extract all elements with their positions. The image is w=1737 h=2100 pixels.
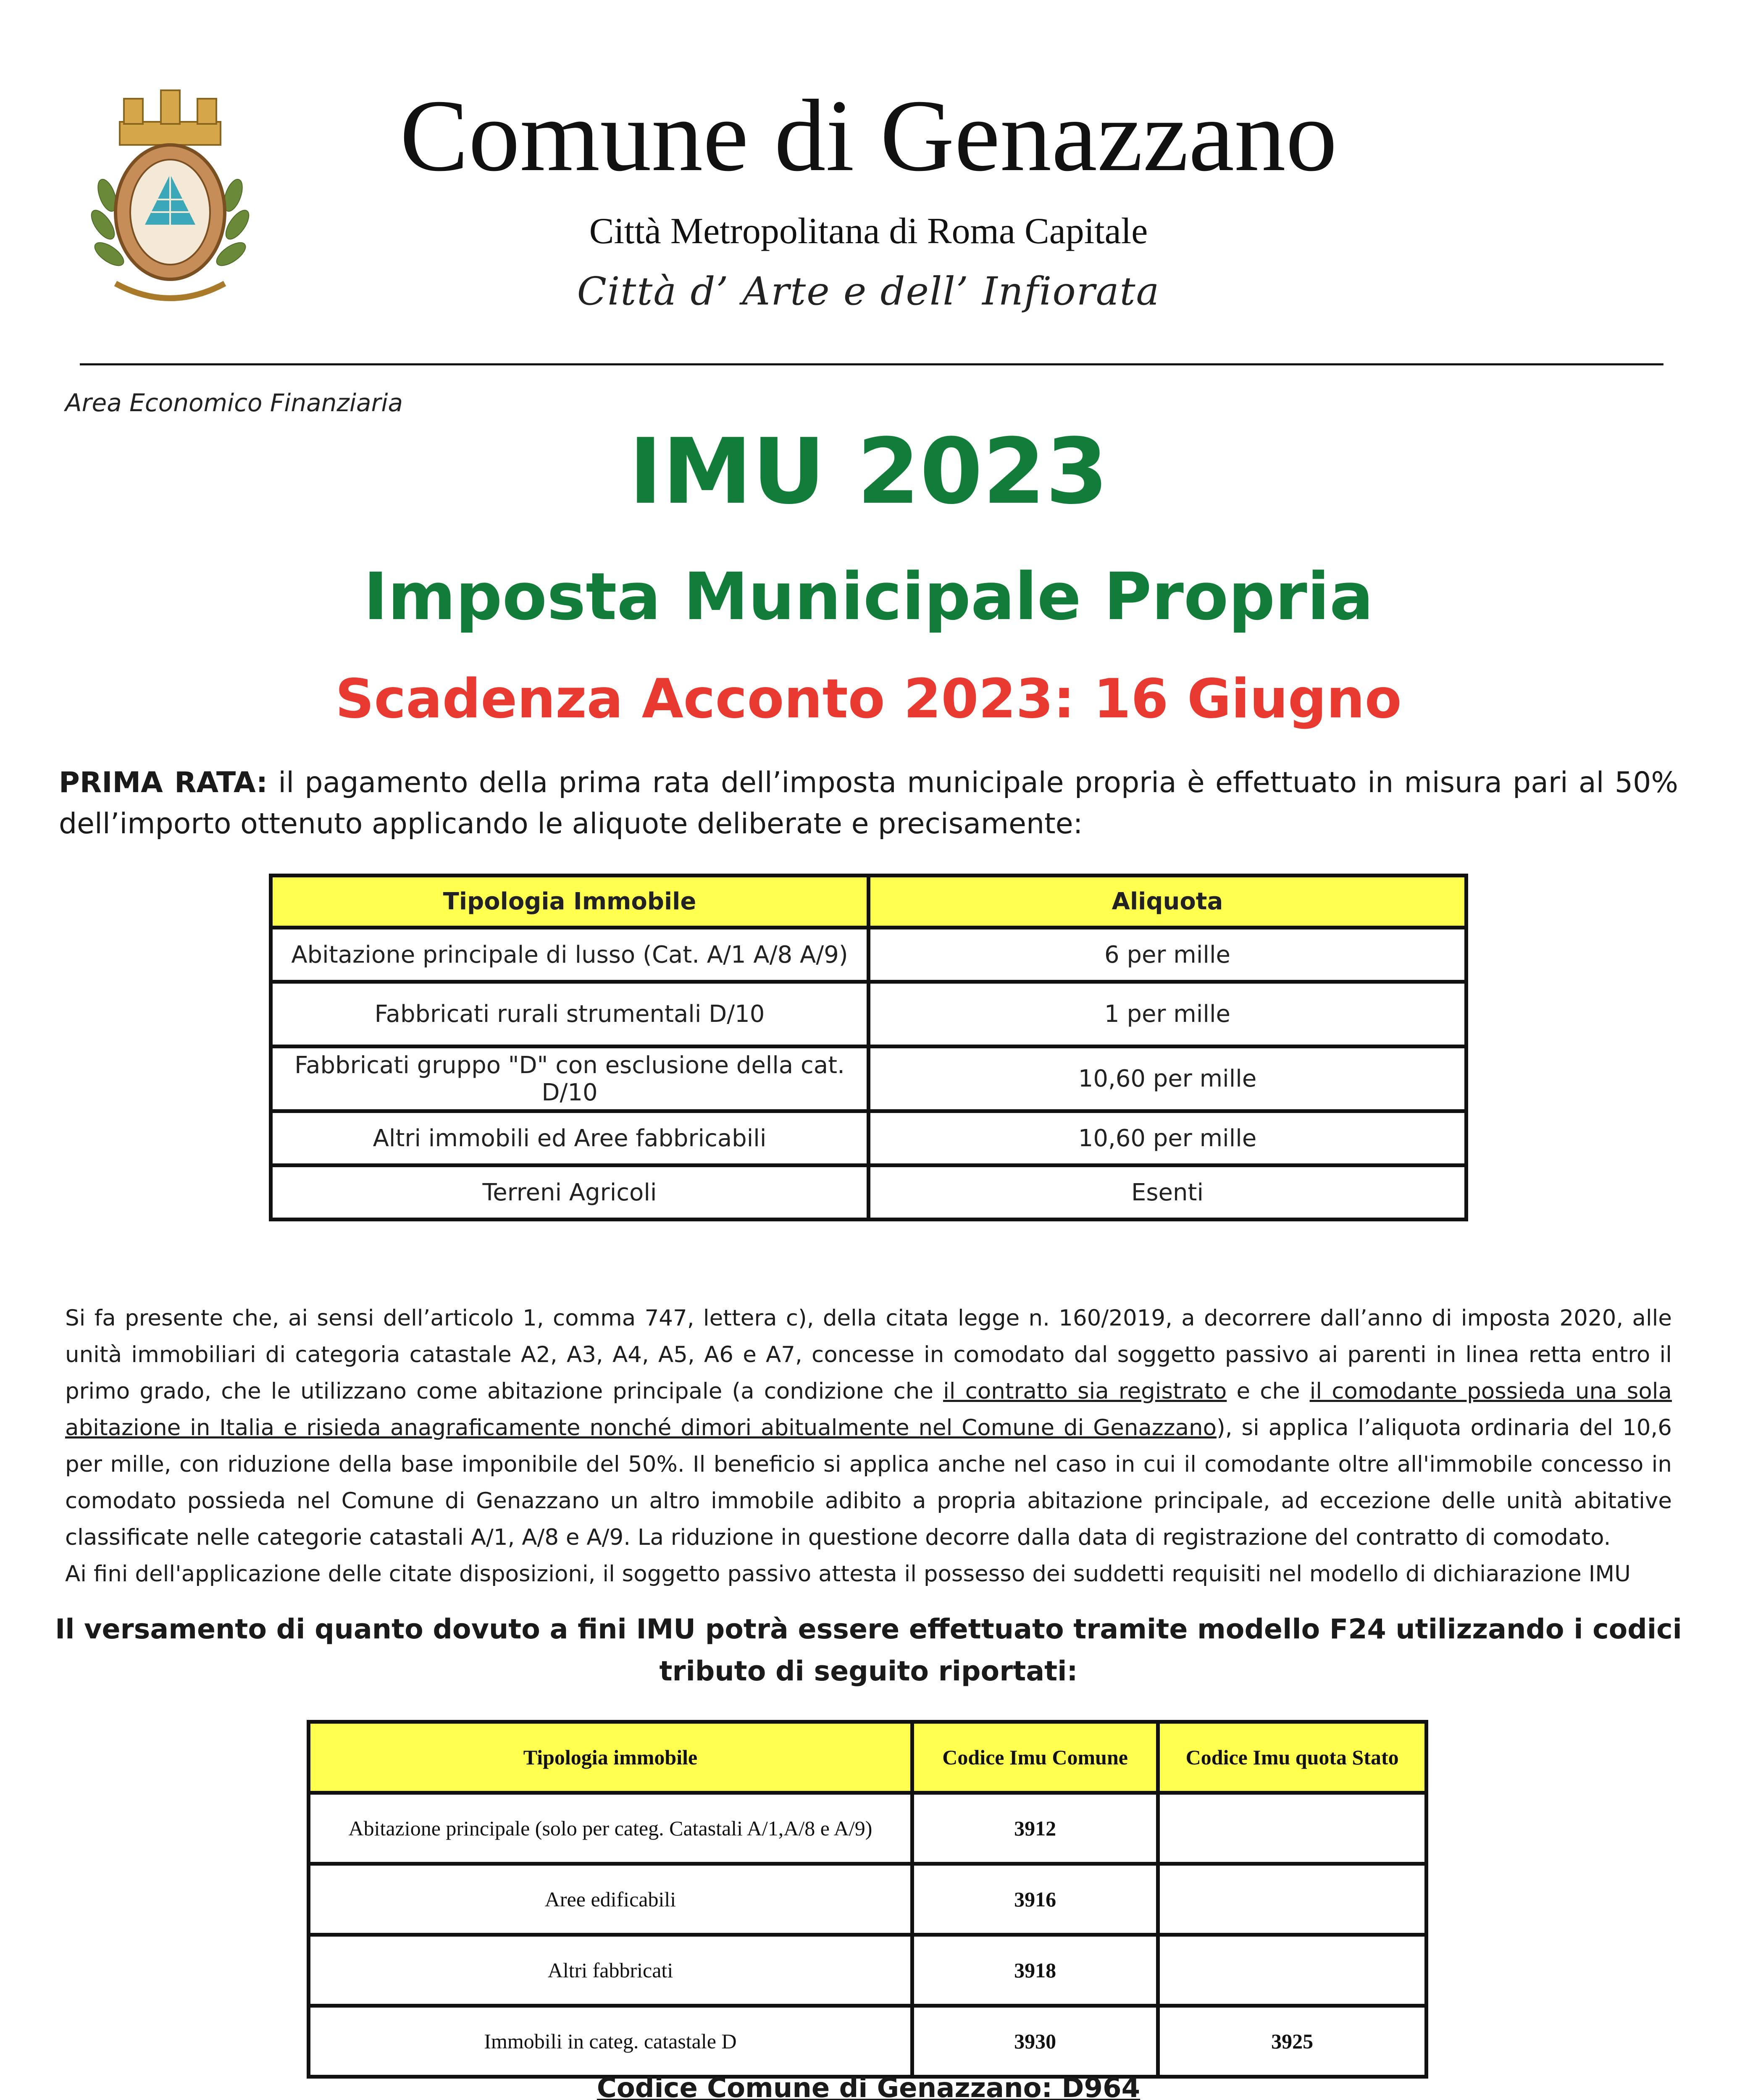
deadline-heading: Scadenza Acconto 2023: 16 Giugno: [335, 668, 1402, 730]
intro-paragraph: [59, 762, 1678, 845]
area-label: Area Economico Finanziaria: [65, 388, 403, 417]
table-row: [309, 1864, 1427, 1935]
table-cell: 3930: [912, 2006, 1158, 2077]
table-cell: [1158, 1793, 1427, 1864]
tax-codes-table: [307, 1720, 1428, 2079]
intro-text: il pagamento della prima rata dell’imposta municipale propria è effettuato in misura pari al 50% dell’importo ottenuto applicando le aliquote deliberate e precisamente:: [59, 766, 1678, 840]
table-cell: Fabbricati rurali strumentali D/10: [271, 982, 869, 1047]
column-header: Codice Imu Comune: [912, 1722, 1158, 1793]
paragraph-text: ), si applica l’aliquota ordinaria del 10,6 per mille, con riduzione della base imponibile del 50%. Il beneficio si applica anche nel caso in cui il comodante oltre all'immobile concesso in comodato possieda nel Comune di Genazzano un altro immobile adibito a propria abitazione principale, ad eccezione delle unità abitative classificate nelle categorie catastali A/1, A/8 e A/9. La riduzione in questione decorre dalla data di registrazione del contratto di comodato.: [65, 1415, 1672, 1550]
paragraph-text: e che: [1227, 1378, 1310, 1404]
table-cell: Terreni Agricoli: [271, 1166, 869, 1220]
table-row: [271, 1111, 1466, 1166]
document-subtitle: Imposta Municipale Propria: [363, 559, 1374, 635]
municipality-title: Comune di Genazzano: [399, 79, 1338, 192]
table-cell: Abitazione principale (solo per categ. Catastali A/1,A/8 e A/9): [309, 1793, 912, 1864]
rates-table: [269, 874, 1468, 1221]
table-cell: [1158, 1864, 1427, 1935]
table-cell: 3912: [912, 1793, 1158, 1864]
table-header-row: [271, 876, 1466, 928]
paragraph-underlined-text: il comodante possieda una sola abitazione in Italia e risieda anagraficamente nonché dimori abitualmente nel Comune di Genazzano: [65, 1378, 1672, 1441]
table-cell: Altri immobili ed Aree fabbricabili: [271, 1111, 869, 1166]
table-row: [309, 1935, 1427, 2006]
table-header-row: [309, 1722, 1427, 1793]
table-cell: 1 per mille: [869, 982, 1466, 1047]
table-cell: Abitazione principale di lusso (Cat. A/1 A/8 A/9): [271, 928, 869, 982]
document-title: IMU 2023: [628, 419, 1109, 524]
table-cell: 3918: [912, 1935, 1158, 2006]
comodato-paragraph: [65, 1300, 1672, 1592]
table-cell: Altri fabbricati: [309, 1935, 912, 2006]
table-cell: Aree edificabili: [309, 1864, 912, 1935]
municipality-motto: Città d’ Arte e dell’ Infiorata: [577, 269, 1160, 314]
intro-lead: PRIMA RATA:: [59, 766, 268, 799]
table-cell: Fabbricati gruppo "D" con esclusione della cat. D/10: [271, 1047, 869, 1111]
table-cell: 6 per mille: [869, 928, 1466, 982]
column-header: Codice Imu quota Stato: [1158, 1722, 1427, 1793]
table-cell: 3925: [1158, 2006, 1427, 2077]
payment-heading: Il versamento di quanto dovuto a fini IMU potrà essere effettuato tramite modello F24 utilizzando i codici tributo di seguito riportati:: [55, 1614, 1682, 1687]
paragraph-text: Si fa presente che, ai sensi dell’articolo 1, comma 747, lettera c), della citata legge n. 160/2019, a decorrere dall’anno di imposta 2020, alle unità immobiliari di categoria catastale A2, A3, A4, A5, A6 e A7, concesse in comodato dal soggetto passivo ai parenti in linea retta entro il primo grado, che le utilizzano come abitazione principale (a condizione che: [65, 1305, 1672, 1404]
table-row: [309, 1793, 1427, 1864]
column-header: Tipologia immobile: [309, 1722, 912, 1793]
table-row: [271, 982, 1466, 1047]
table-cell: [1158, 1935, 1427, 2006]
table-cell: Esenti: [869, 1166, 1466, 1220]
column-header: Tipologia Immobile: [271, 876, 869, 928]
table-cell: 3916: [912, 1864, 1158, 1935]
table-cell: 10,60 per mille: [869, 1047, 1466, 1111]
table-row: [271, 1166, 1466, 1220]
paragraph-underlined-text: il contratto sia registrato: [943, 1378, 1227, 1404]
table-cell: Immobili in categ. catastale D: [309, 2006, 912, 2077]
table-row: [271, 1047, 1466, 1111]
table-cell: 10,60 per mille: [869, 1111, 1466, 1166]
table-row: [271, 928, 1466, 982]
paragraph-text: Ai fini dell'applicazione delle citate disposizioni, il soggetto passivo attesta il possesso dei suddetti requisiti nel modello di dichiarazione IMU: [65, 1561, 1631, 1587]
municipality-code: Codice Comune di Genazzano: D964: [597, 2073, 1140, 2100]
municipality-subtitle: Città Metropolitana di Roma Capitale: [589, 211, 1148, 252]
header-divider: [80, 363, 1663, 365]
column-header: Aliquota: [869, 876, 1466, 928]
table-row: [309, 2006, 1427, 2077]
